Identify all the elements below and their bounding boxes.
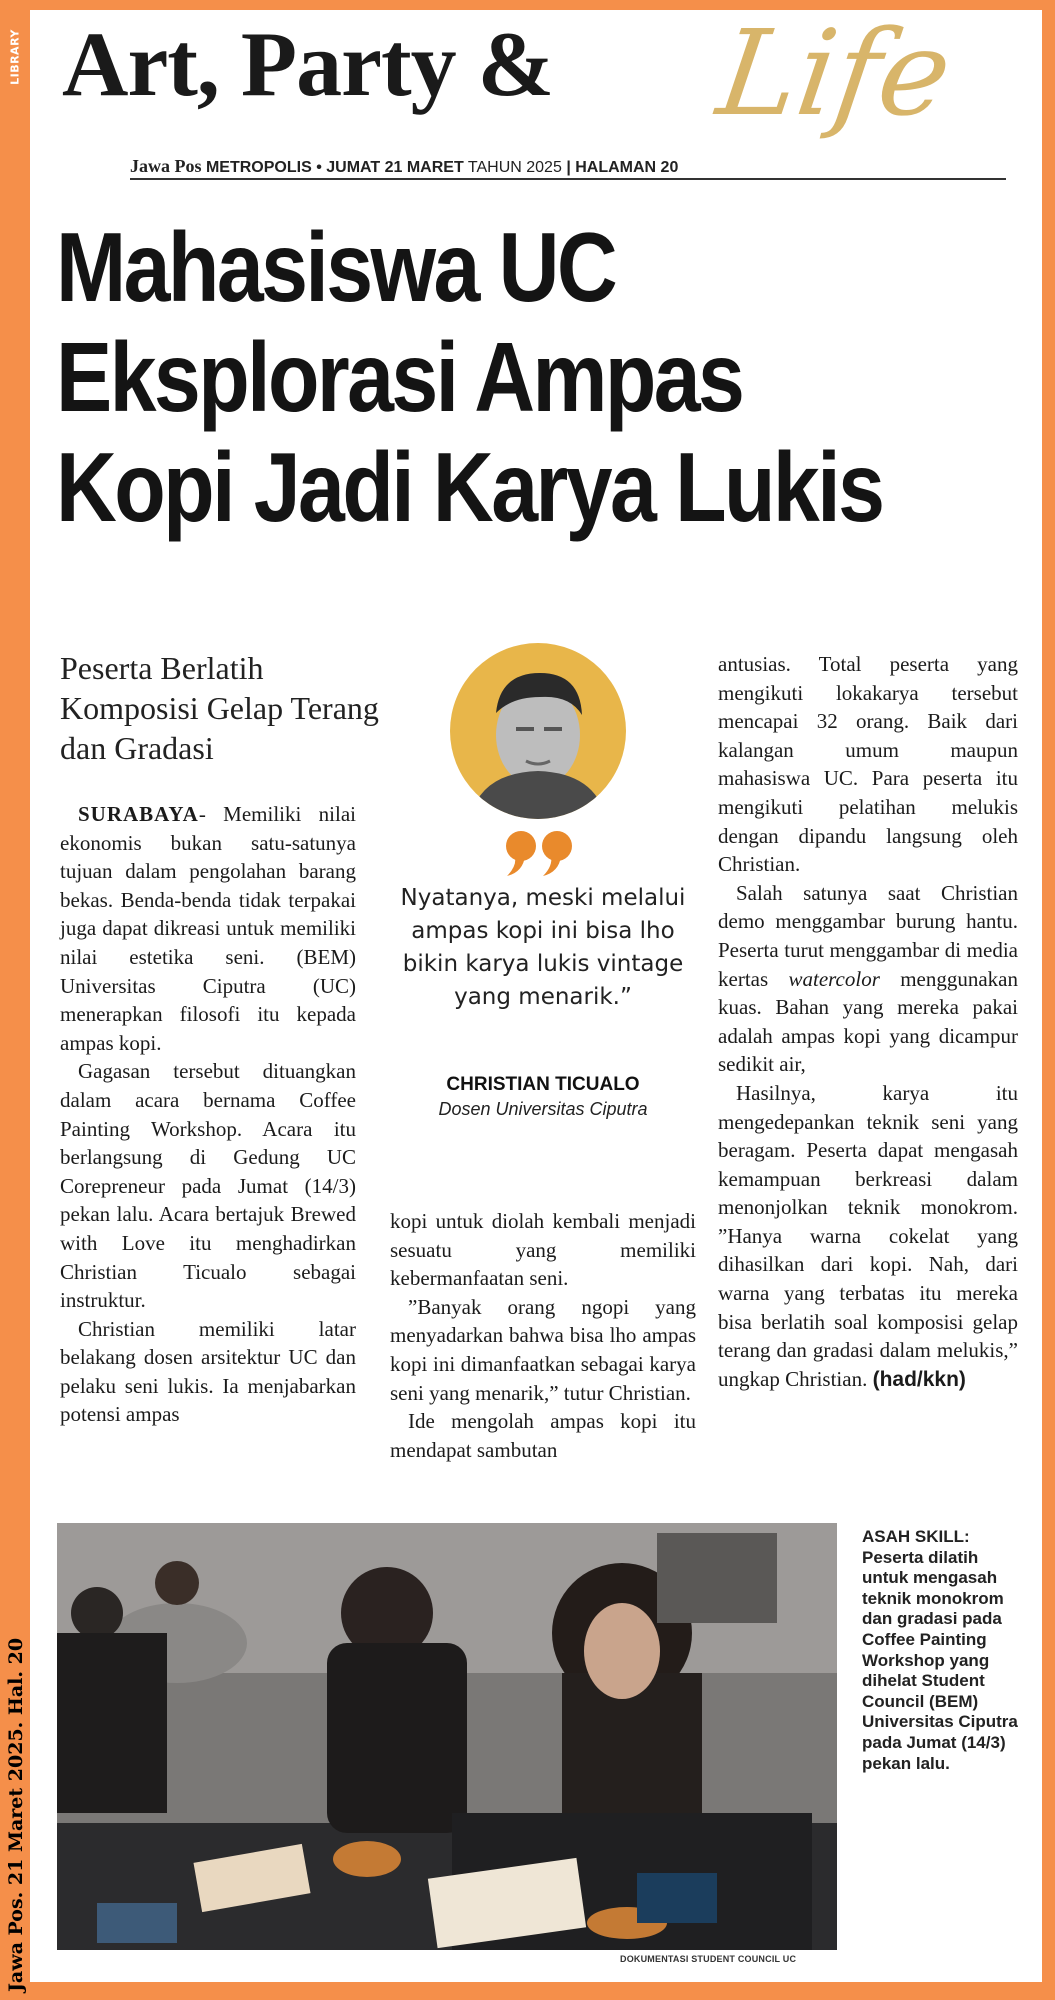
article-subhead: Peserta Berlatih Komposisi Gelap Terang dan Gradasi [60, 650, 379, 766]
paragraph: Hasilnya, karya itu mengedepankan teknik seni yang beragam. Peserta dapat mengasah kemampuan berkreasi dalam menonjolkan teknik monokrom. ”Hanya warna cokelat yang dihasilkan dari kopi. Nah, dari warna yang terbatas itu mereka bisa berlatih soal komposisi gelap terang dan gradasi dalam melukis,” ungkap Christian. (had/kkn) [718, 1080, 1018, 1391]
photo-caption [862, 1527, 1022, 1774]
italic-term: watercolor [788, 966, 880, 991]
paragraph: Salah satunya saat Christian demo menggambar burung hantu. Peserta turut menggambar di media kertas watercolor menggunakan kuas. Bahan yang mereka pakai adalah ampas kopi yang dicampur sedikit air, [718, 880, 1018, 1077]
paragraph: Ide mengolah ampas kopi itu mendapat sambutan [390, 1409, 696, 1462]
paragraph: antusias. Total peserta yang mengikuti lokakarya tersebut mencapai 32 orang. Baik dari kalangan umum maupun mahasiswa UC. Para peserta itu mengikuti pelatihan melukis dengan dipandu langsung oleh Christian. [718, 652, 1018, 877]
dateline: SURABAYA [78, 802, 199, 826]
masthead-life-script: Life [710, 4, 960, 142]
masthead-rule [130, 178, 1006, 180]
paragraph: ”Banyak orang ngopi yang menyadarkan bahwa bisa lho ampas kopi ini dimanfaatkan sebagai karya seni yang menarik,” tutur Christian. [390, 1294, 696, 1405]
issue-year: TAHUN 2025 [467, 159, 562, 176]
headline-line: Eksplorasi Ampas [56, 322, 743, 432]
paragraph: Christian memiliki latar belakang dosen arsitektur UC dan pelaku seni lukis. Ia menjabarkan potensi ampas [60, 1316, 356, 1427]
article-headline [56, 212, 1019, 542]
pull-quote-name: CHRISTIAN TICUALO [446, 1074, 640, 1095]
paragraph: kopi untuk diolah kembali menjadi sesuatu yang memiliki kebermanfaatan seni. [390, 1209, 696, 1291]
issue-date: • JUMAT 21 MARET [316, 159, 464, 176]
workshop-photo [57, 1523, 837, 1950]
page-number: | HALAMAN 20 [566, 159, 679, 176]
masthead-dateline [130, 156, 678, 177]
library-logo: LIBRARY [8, 29, 22, 85]
byline-credit: (had/kkn) [872, 1367, 966, 1391]
photo-credit: DOKUMENTASI STUDENT COUNCIL UC [620, 1954, 797, 1964]
paragraph: Gagasan tersebut dituangkan dalam acara bernama Coffee Painting Workshop. Acara itu berlangsung di Gedung UC Corepreneur pada Jumat (14/3) pekan lalu. Acara bertajuk Brewed with Love itu menghadirkan Christian Ticualo sebagai instruktur. [60, 1059, 356, 1313]
article-column-3 [718, 650, 1018, 1394]
author-portrait [450, 643, 626, 819]
headline-line: Mahasiswa UC [56, 212, 616, 322]
headline-line: Kopi Jadi Karya Lukis [56, 432, 883, 542]
caption-text: Peserta dilatih untuk mengasah teknik monokrom dan gradasi pada Coffee Painting Workshop yang dihelat Student Council (BEM) Universitas Ciputra pada Jumat (14/3) pekan lalu. [862, 1547, 1018, 1773]
paragraph: SURABAYA- Memiliki nilai ekonomis bukan satu-satunya tujuan dalam pengolahan barang bekas. Benda-benda tidak terpakai juga dapat dikreasi untuk memiliki nilai estetika seni. (BEM) Universitas Ciputra (UC) menerapkan filosofi itu kepada ampas kopi. [60, 802, 356, 1055]
source-note: Jawa Pos. 21 Maret 2025. Hal. 20 [5, 1637, 27, 1993]
paper-name: Jawa Pos [130, 156, 202, 176]
pull-quote-role: Dosen Universitas Ciputra [438, 1099, 648, 1119]
masthead-title: Art, Party & [62, 13, 554, 115]
section-name: METROPOLIS [205, 159, 312, 176]
pull-quote-text: Nyatanya, meski melalui ampas kopi ini bisa lho bikin karya lukis vintage yang menarik.” [400, 885, 686, 1010]
caption-label: ASAH SKILL: [862, 1527, 970, 1546]
article-column-2 [390, 1207, 696, 1464]
quote-mark-icon [503, 828, 577, 878]
article-column-1 [60, 800, 356, 1429]
